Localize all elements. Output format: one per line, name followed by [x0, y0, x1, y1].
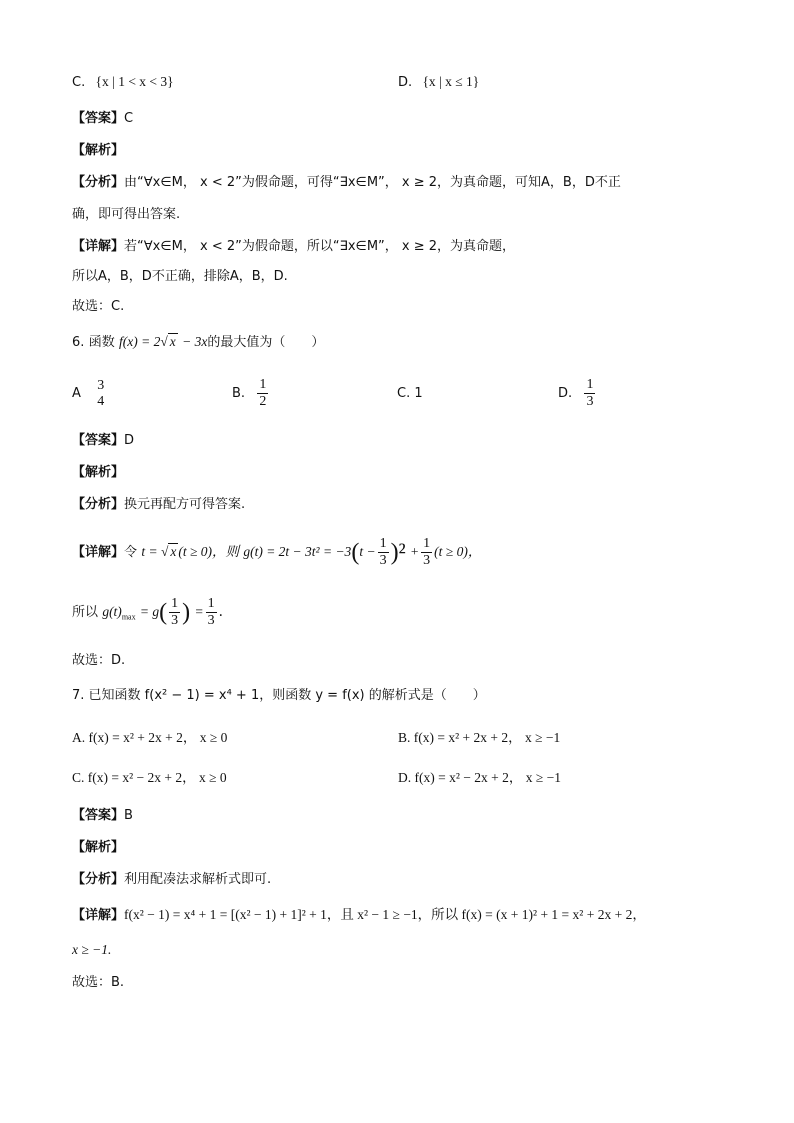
- q6-max-line: 所以 $g(t)_{max} = g$( $\frac{1}{3}$ ) = $\frac{1}{3}$ .: [72, 596, 223, 628]
- xiangjie-text-cont: 所以A，B，D不正确，排除A，B，D.: [72, 269, 288, 284]
- q6-jiexi-heading: [72, 462, 124, 483]
- answer-value: C: [124, 111, 134, 126]
- q5-option-d-label: D.: [398, 75, 413, 90]
- stem-text: 7. 已知函数 f(x² − 1) = x⁴ + 1，则函数 y = f(x) 的解析式是（ ）: [72, 688, 486, 703]
- max-subscript: max: [121, 612, 136, 622]
- jiexi-heading: 【解析】: [72, 143, 125, 158]
- xiangjie-text-cont: x ≥ −1.: [72, 942, 112, 957]
- option-label: B.: [232, 386, 246, 401]
- xiangjie-tag: 【详解】: [72, 908, 125, 923]
- q6-option-b: [232, 374, 270, 413]
- max-g: g(t): [102, 604, 122, 619]
- denominator: 2: [259, 394, 267, 409]
- fraction: [206, 596, 217, 629]
- q7-answer: [72, 805, 133, 826]
- option-c-text: C. f(x) = x² − 2x + 2， x ≥ 0: [72, 770, 227, 785]
- numerator: 1: [207, 596, 215, 611]
- sqrt-symbol: √ x: [160, 544, 177, 559]
- numerator: 1: [586, 377, 594, 392]
- max-pre: 所以: [72, 605, 99, 620]
- q6-stem: [72, 332, 324, 353]
- q5-option-d-expr: {x | x ≤ 1}: [422, 74, 480, 89]
- fenxi-text-cont: 确，即可得出答案.: [72, 207, 181, 222]
- q7-option-c: [72, 768, 227, 788]
- q7-option-a: [72, 728, 227, 748]
- max-eq: = g: [139, 604, 160, 619]
- denominator: 3: [207, 613, 215, 628]
- fenxi-text: 利用配凑法求解析式即可.: [124, 872, 272, 887]
- fraction: [169, 596, 180, 629]
- q5-xiangjie-line1: [72, 236, 515, 257]
- xiangjie-tag: 【详解】: [72, 545, 125, 560]
- xiangjie-tag: 【详解】: [72, 239, 125, 254]
- fenxi-text: 由“∀x∈M， x < 2”为假命题，可得“∃x∈M”， x ≥ 2，为真命题，可知A，B，D不正: [124, 175, 621, 190]
- conclusion-text: 故选：C.: [72, 299, 125, 314]
- max-eq2: =: [194, 604, 204, 619]
- q5-answer: [72, 108, 133, 129]
- q7-option-b: [398, 728, 560, 748]
- q7-conclusion: [72, 972, 124, 993]
- plus-sign: +: [410, 544, 420, 559]
- answer-tag: 【答案】: [72, 111, 125, 126]
- numerator: 1: [259, 377, 267, 392]
- fraction: [421, 536, 432, 569]
- q6-xiangjie: [72, 532, 481, 573]
- stem-post: 的最大值为（ ）: [207, 335, 325, 350]
- sqrt-radicand: x: [170, 544, 177, 559]
- paren-right: )²: [390, 539, 406, 566]
- paren-left: (: [351, 539, 360, 566]
- numerator: 3: [97, 377, 105, 393]
- xiangjie-pre: 令: [124, 545, 138, 560]
- option-b-text: B. f(x) = x² + 2x + 2， x ≥ −1: [398, 730, 561, 745]
- xiangjie-text: 若“∀x∈M， x < 2”为假命题，所以“∃x∈M”， x ≥ 2，为真命题，: [124, 239, 516, 254]
- q7-xiangjie-line1: [72, 905, 646, 926]
- q5-jiexi-heading: [72, 140, 124, 161]
- xiangjie-t: t =: [141, 544, 161, 559]
- q6-option-a: [72, 374, 108, 413]
- xiangjie-text: f(x² − 1) = x⁴ + 1 = [(x² − 1) + 1]² + 1，且 x² − 1 ≥ −1，所以 f(x) = (x + 1)² + 1 = x² + 2x + 2，: [124, 907, 646, 922]
- option-d-text: D. f(x) = x² − 2x + 2， x ≥ −1: [398, 770, 562, 785]
- q5-xiangjie-line2: [72, 266, 288, 287]
- fenxi-text: 换元再配方可得答案.: [124, 497, 246, 512]
- q7-stem: [72, 685, 486, 706]
- option-label: D.: [558, 386, 573, 401]
- fenxi-tag: 【分析】: [72, 497, 125, 512]
- answer-tag: 【答案】: [72, 433, 125, 448]
- answer-value: B: [124, 808, 133, 823]
- numerator: 1: [423, 536, 431, 551]
- answer-value: D: [124, 433, 135, 448]
- stem-tail: − 3x: [182, 334, 208, 349]
- q7-xiangjie-line2: [72, 940, 111, 960]
- numerator: 1: [171, 596, 179, 611]
- xiangjie-end: (t ≥ 0)，: [434, 544, 482, 559]
- fraction: [378, 536, 389, 569]
- conclusion-text: 故选：B.: [72, 975, 125, 990]
- stem-text: 函数: [88, 335, 115, 350]
- denominator: 3: [586, 394, 594, 409]
- option-a-text: A. f(x) = x² + 2x + 2， x ≥ 0: [72, 730, 228, 745]
- q6-answer: [72, 430, 134, 451]
- sqrt-symbol: √ x: [160, 334, 176, 349]
- q7-jiexi-heading: [72, 837, 124, 858]
- q6-fenxi: [72, 494, 245, 515]
- xiangjie-cond: (t ≥ 0)，则: [178, 544, 240, 559]
- question-number: 6.: [72, 335, 85, 350]
- denominator: 4: [97, 393, 105, 409]
- option-c-text: C. 1: [397, 386, 423, 401]
- q5-option-c-expr: {x | 1 < x < 3}: [95, 74, 174, 89]
- q5-fenxi-line1: [72, 172, 621, 193]
- conclusion-text: 故选：D.: [72, 653, 126, 668]
- denominator: 3: [171, 613, 179, 628]
- q6-option-d: [558, 374, 597, 413]
- xiangjie-g: g(t) = 2t − 3t² = −3: [243, 544, 352, 559]
- denominator: 3: [423, 553, 431, 568]
- stem-func: f(x) = 2: [119, 334, 161, 349]
- sqrt-radicand: x: [169, 334, 176, 349]
- option-label: A: [72, 386, 81, 401]
- q7-option-d: [398, 768, 561, 788]
- jiexi-heading: 【解析】: [72, 465, 125, 480]
- q6-option-c: [397, 383, 423, 404]
- answer-tag: 【答案】: [72, 808, 125, 823]
- option-d-fraction: [584, 377, 595, 410]
- q5-fenxi-line2: [72, 204, 180, 225]
- jiexi-heading: 【解析】: [72, 840, 125, 855]
- xiangjie-t2: t −: [359, 544, 376, 559]
- q5-conclusion: [72, 296, 124, 317]
- q7-fenxi: [72, 869, 271, 890]
- fenxi-tag: 【分析】: [72, 175, 125, 190]
- option-b-fraction: [257, 377, 268, 410]
- fenxi-tag: 【分析】: [72, 872, 125, 887]
- q5-option-d: [398, 72, 479, 93]
- q5-option-c-label: C.: [72, 75, 86, 90]
- numerator: 1: [379, 536, 387, 551]
- q6-conclusion: [72, 650, 125, 671]
- option-a-fraction: [95, 378, 106, 410]
- q5-option-c: [72, 72, 174, 93]
- denominator: 3: [379, 553, 387, 568]
